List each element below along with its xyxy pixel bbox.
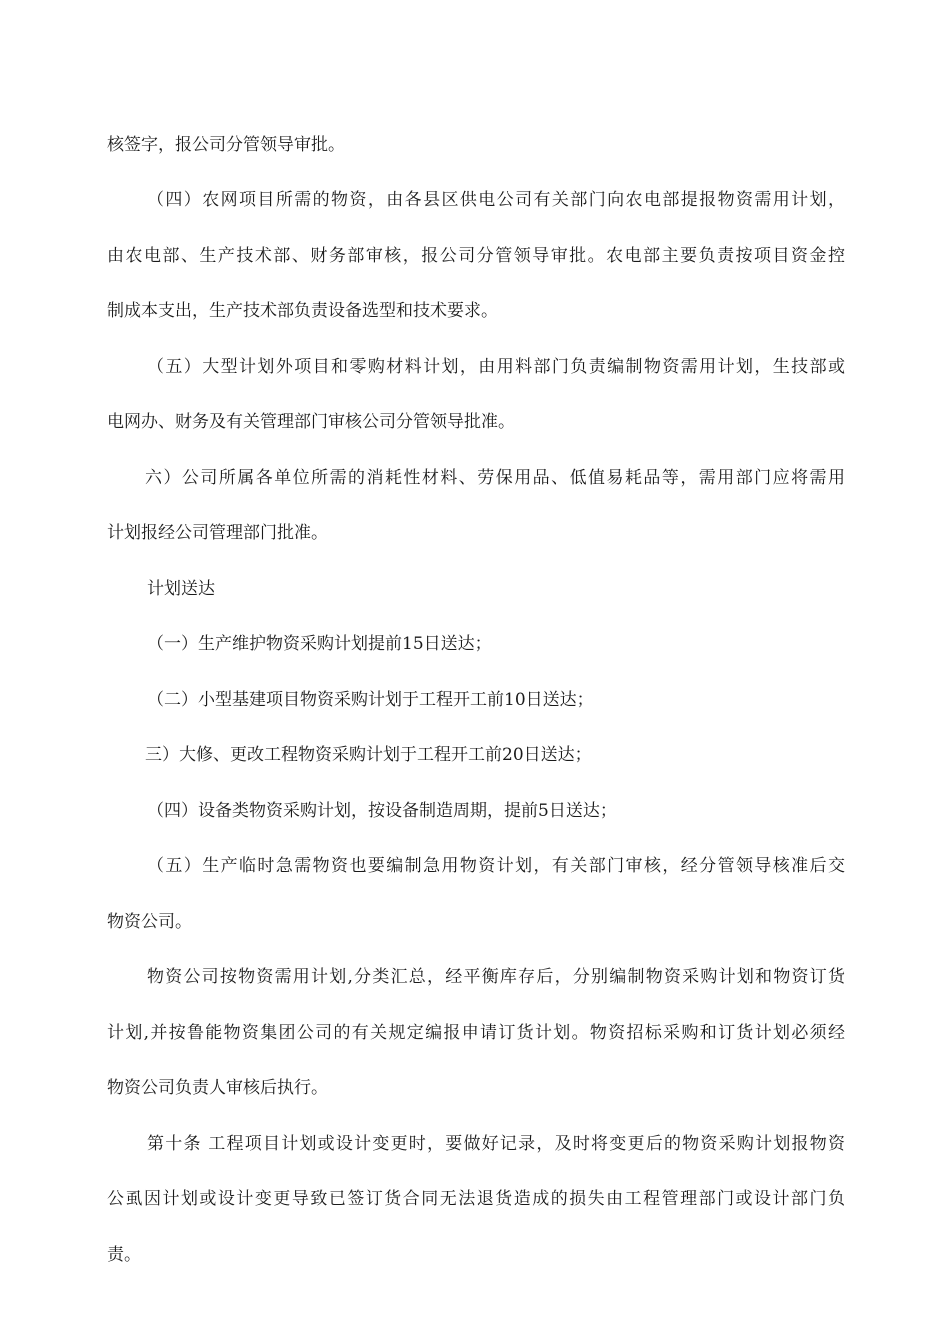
text-line: （五）生产临时急需物资也要编制急用物资计划，有关部门审核，经分管领导核准后交 [147, 856, 845, 876]
text-line: 物资公司。 [107, 912, 192, 932]
text-line: 电网办、财务及有关管理部门审核公司分管领导批准。 [107, 412, 515, 432]
text-line: 由农电部、生产技术部、财务部审核，报公司分管领导审批。农电部主要负责按项目资金控 [107, 246, 845, 266]
text-line: 物资公司按物资需用计划,分类汇总，经平衡库存后，分别编制物资采购计划和物资订货 [147, 967, 845, 987]
section-heading: 计划送达 [147, 579, 215, 599]
text-line: 六）公司所属各单位所需的消耗性材料、劳保用品、低值易耗品等，需用部门应将需用 [145, 468, 845, 488]
text-line: （五）大型计划外项目和零购材料计划，由用料部门负责编制物资需用计划，生技部或 [147, 357, 845, 377]
text-line: （一）生产维护物资采购计划提前15日送达； [147, 634, 492, 654]
text-line: 计划,并按鲁能物资集团公司的有关规定编报申请订货计划。物资招标采购和订货计划必须经 [107, 1023, 845, 1043]
text-line: 计划报经公司管理部门批准。 [107, 523, 328, 543]
text-line: 三）大修、更改工程物资采购计划于工程开工前20日送达； [145, 745, 592, 765]
text-line: （二）小型基建项目物资采购计划于工程开工前10日送达； [147, 690, 594, 710]
text-line: 责。 [107, 1245, 141, 1265]
text-line: （四）农网项目所需的物资，由各县区供电公司有关部门向农电部提报物资需用计划， [147, 190, 845, 210]
text-line: 公虱因计划或设计变更导致已签订货合同无法退货造成的损失由工程管理部门或设计部门负 [107, 1189, 845, 1209]
text-line: 物资公司负责人审核后执行。 [107, 1078, 328, 1098]
text-line: 制成本支出，生产技术部负责设备选型和技术要求。 [107, 301, 498, 321]
text-line: （四）设备类物资采购计划，按设备制造周期，提前5日送达； [147, 801, 617, 821]
text-line: 核签字，报公司分管领导审批。 [107, 135, 345, 155]
text-line: 第十条 工程项目计划或设计变更时，要做好记录，及时将变更后的物资采购计划报物资 [147, 1134, 845, 1154]
